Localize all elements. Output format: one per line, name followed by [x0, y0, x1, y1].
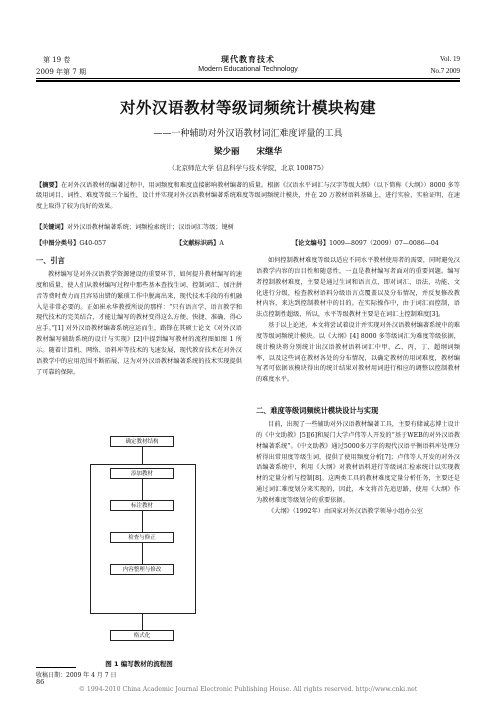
flow-arrow [142, 447, 143, 464]
journal-title-en: Modern Educational Technology [198, 66, 298, 73]
copyright-line: © 1994-2010 China Academic Journal Electronic Publishing House. All rights reserved. http://www.cnki.net [78, 686, 418, 693]
article-value: 1009—8097（2009）07—0086—04 [329, 240, 439, 247]
paragraph: 《大纲》（1992年）由国家对外汉语教学领导小组办公室 [268, 507, 423, 515]
right-column-text [256, 256, 460, 386]
journal-title-cn: 现代教育技术 [221, 55, 275, 64]
abstract [36, 181, 460, 212]
header-rule-thick [36, 80, 460, 82]
doc-code [176, 238, 224, 247]
header-volume: 第 19 卷 [43, 56, 71, 64]
flow-step: 格式化 [110, 630, 174, 641]
flow-arrow [142, 479, 143, 500]
flowchart [82, 436, 204, 666]
paper-subtitle: ——一种辅助对外汉语教材词汇难度评量的工具 [153, 129, 343, 139]
figure-caption: 图 1 编写教材的流程图 [105, 660, 173, 668]
class-number [36, 238, 106, 247]
class-value: G40-057 [79, 240, 107, 247]
header-vol-en: Vol. 19 [439, 55, 460, 63]
keywords-text: 对外汉语教材编著系统；词频检索统计；汉语词汇等级；键树 [66, 224, 234, 231]
flow-step: 内容整理与修改 [110, 564, 174, 575]
paragraph: 目前，出现了一些辅助对外汉语教材编著工具，主要有储诚志博士设计的《中文助教》[5][6]和厦门大学卢伟等人开发的“基于WEB的对外汉语教材编著系统”。《中文助教》通过5000多万字的现代汉语平衡语料库处理分析得出常用度等级生词，提供了使用频度分析[7]；卢伟等人开发的对外汉语编著系统中，利用《大纲》对教材语料进行等级词汇检索统计以实现教材的定量分析与控制[8]。这两类工具的教材难度定量分析任务，主要还是通过词汇难度划分来实现的，因此，本文将首先追思路，使用《大纲》作为教材难度等级划分的重要依据。 [256, 421, 460, 504]
keywords [36, 222, 460, 231]
header-no-en: No.7 2009 [430, 67, 460, 75]
doc-value: A [219, 240, 224, 247]
flow-arrow [142, 511, 143, 532]
left-column-text [36, 270, 242, 378]
page-number: 86 [36, 678, 45, 686]
header-rule-thin [36, 78, 460, 79]
abstract-text: 在对外汉语教材的编著过程中，用词频度和难度直接影响教材编著的质量。根据《汉语水平词汇与汉字等级大纲》（以下简称《大纲》）8000 多等级用词目、词性、难度等级三个属性，设计并实现对外汉语教材编著系统难度等级词频统计模块，并在 20 万教材语料基础上，进行实验、实验证明，在速度上取得了较为良好的效果。 [36, 182, 460, 210]
keywords-label: 【关键词】 [36, 224, 67, 231]
flow-step: 确定教材结构 [110, 436, 174, 447]
flow-arrow [142, 614, 143, 630]
flow-step: 添加教材 [110, 468, 174, 479]
right-column-text-2 [256, 420, 460, 518]
flow-step: 标注教材 [110, 500, 174, 511]
paragraph: 如何控制教材难度等级以适应不同水平教材使用者的需要，同时避免汉语教学内容的盲目性和随意性，一直是教材编写者面对的重要问题。编写者控制教材难度，主要是通过生词和语言点，即对词汇、语法、功能、文化进行分级，检查教材语料分级语言点覆盖以及分布情况，并反复修改教材内容，来达到控制教材中的目的。在实际操作中，由于词汇而控制，语法点控制性超级，所以，水平等级教材主要是在词汇上控制难度[3]。 [256, 257, 460, 319]
class-label: 【中图分类号】 [36, 240, 80, 247]
received-date: 收稿日期：2009 年 4 月 7 日 [36, 672, 117, 679]
footnote-rule [36, 667, 76, 668]
flow-step: 检查与修正 [110, 532, 174, 543]
section-intro-heading: 一、引言 [36, 256, 65, 265]
paragraph: 教材编写是对外汉语教学资源建设的重要环节，如何提升教材编写的速度和质量，使人们从教材编写过程中那些基本查找生词、控制词汇、加注拼音等费时费力而且容易出错的繁琐工作中脱离出来，现代技术手段的有机融入是非常必要的。正如崔永华教授所说的那样：“只有语言学、语言教学和现代技术的完美结合，才能让编写的教材变得这么方便、快捷、准确、得心应手。”[1] 对外汉语教材编著系统应运而生，路锋在其硕士论文《对外汉语教材编写辅助系统的设计与实现》[2]中提到编写教材的流程图如图 1 所示。随着计算机、网络、语料库等技术的飞速发展，现代教育技术在对外汉语教学中的应用范围不断拓展，这为对外汉语教材编著系统的技术实现提供了可靠的保障。 [36, 271, 242, 376]
paper-authors: 梁少丽 宋继华 [213, 147, 282, 157]
paragraph: 基于以上论述，本文将尝试着设计并实现对外汉语教材编著系统中的难度等级词频统计模块。以《大纲》[4] 8000 多等级词汇为难度等级依据，统计模块将分别统计出汉语教材语料词汇中甲、乙、丙、丁、超纲词频率，以及这些词在教材各处的分布情况，以确定教材的用词难度，教材编写者可依据该模块得出的统计结果对教材用词进行相应的调整以控制教材的难度水平。 [256, 322, 460, 384]
article-number [292, 238, 439, 247]
doc-label: 【文献标识码】 [176, 240, 220, 247]
paper-affiliation: （北京师范大学 信息科学与技术学院，北京 100875） [168, 164, 328, 172]
abstract-label: 【摘要】 [36, 182, 61, 189]
section-2-heading: 二、难度等级词频统计模块设计与实现 [256, 406, 379, 415]
paper-title: 对外汉语教材等级词频统计模块构建 [119, 99, 376, 117]
flow-arrow [142, 543, 143, 564]
article-label: 【论文编号】 [292, 240, 330, 247]
header-date: 2009 年第 7 期 [36, 68, 86, 76]
